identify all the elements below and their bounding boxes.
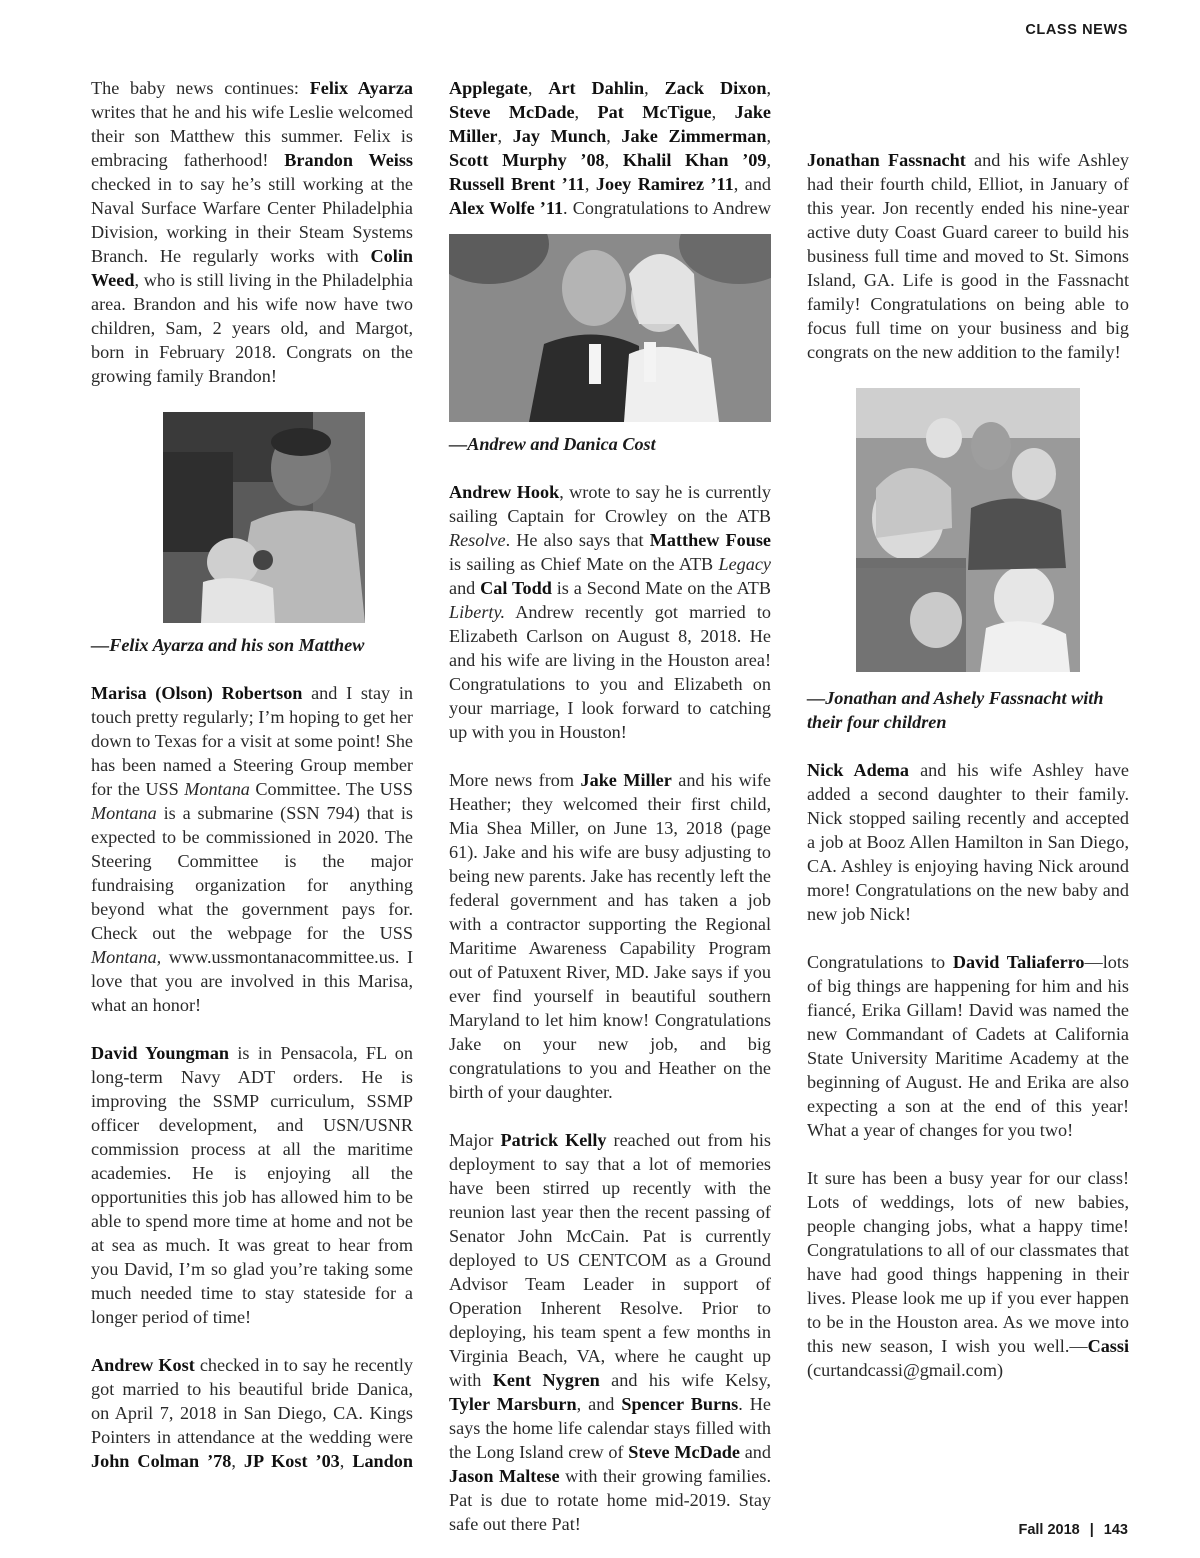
text-run: Major	[449, 1130, 501, 1150]
text-run: ,	[766, 78, 771, 98]
column-3	[807, 76, 1129, 1406]
bold-name: Khalil Khan ’09	[622, 150, 767, 170]
text-run: , and	[733, 174, 771, 194]
text-run: . Congratulations to Andrew	[563, 198, 771, 218]
page-footer	[1018, 1522, 1128, 1538]
text-run: ,	[644, 78, 665, 98]
text-run: It sure has been a busy year for our class! Lots of weddings, lots of new babies, people changing jobs, what a happy time! Congratulations to all of our classmates that have had good things happening in their lives. Please look me up if you ever happen to be in the Houston area. As we move into this new season, I wish you well.—	[807, 1168, 1129, 1356]
bold-name: Andrew Hook	[449, 482, 560, 502]
bold-name: Alex Wolfe ’11	[449, 198, 564, 218]
text-run: ,	[574, 102, 598, 122]
paragraph-kelly	[449, 1128, 771, 1536]
paragraph-fassnacht	[807, 148, 1129, 364]
text-run: , who is still living in the Philadelphia area. Brandon and his wife now have two children, Sam, 2 years old, and Margot, born in February 2018. Congrats on the growing family Brandon!	[91, 270, 413, 386]
text-run: and his wife Ashley have added a second daughter to their family. Nick stopped sailing recently and accepted a job at Booz Allen Hamilton in San Diego, CA. Ashley is enjoying having Nick around more! Congratulations on the new baby and new job Nick!	[807, 760, 1130, 924]
text-run: and	[740, 1442, 771, 1462]
text-run: is in Pensacola, FL on long-term Navy ADT orders. He is improving the SSMP curriculum, SSMP officer development, and USN/USNR commission process at all the maritime academies. He is enjoying all the opportunities this job has allowed him to be able to spend more time at home and not be at sea as much. It was great to hear from you David, I’m so glad you’re taking some much needed time to stay stateside for a longer period of time!	[91, 1043, 413, 1327]
text-run: reached out from his deployment to say that a lot of memories have been stirred up recently with the reunion last year then the recent passing of Senator John McCain. Pat is currently deployed to US CENTCOM as a Ground Advisor Team Leader in support of Operation Inherent Resolve. Prior to deploying, his team spent a few months in Virginia Beach, VA, where he caught up with	[449, 1130, 771, 1390]
bold-name: Jake Miller	[580, 770, 672, 790]
italic-term: Montana,	[91, 947, 162, 967]
text-run: ,	[766, 150, 771, 170]
kost-continued-text	[449, 76, 771, 220]
bold-name: Nick Adema	[807, 760, 910, 780]
text-run: . He says the home life calendar stays filled with the Long Island crew of	[449, 1394, 771, 1462]
issue-label: Fall 2018	[1018, 1522, 1080, 1538]
paragraph-kost-continued	[449, 76, 771, 220]
bold-name: David Youngman	[91, 1043, 230, 1063]
text-run: ,	[711, 102, 735, 122]
text-run: Committee. The USS	[249, 779, 414, 799]
bold-name: Steve McDade	[449, 102, 575, 122]
bold-name: Colin Weed	[91, 246, 413, 290]
bold-name: Russell Brent ’11	[449, 174, 585, 194]
bold-name: Art Dahlin	[548, 78, 645, 98]
caption-fassnacht: —Jonathan and Ashely Fassnacht with their four children	[807, 688, 1104, 732]
bold-name: Jonathan Fassnacht	[807, 150, 966, 170]
bold-name: David Taliaferro	[952, 952, 1085, 972]
text-run: , wrote to say he is currently sailing Captain for Crowley on the ATB	[449, 482, 771, 526]
text-run: ,	[527, 78, 549, 98]
bold-name: Felix Ayarza	[309, 78, 414, 98]
bold-name: Joey Ramirez ’11	[595, 174, 734, 194]
text-run: ,	[606, 126, 622, 146]
bold-name: Marisa (Olson) Robertson	[91, 683, 303, 703]
bold-name: Jake Zimmerman	[621, 126, 767, 146]
bold-name: Cassi	[1087, 1336, 1129, 1356]
paragraph-miller	[449, 768, 771, 1104]
text-run: and	[449, 578, 481, 598]
bold-name: Pat McTigue	[597, 102, 712, 122]
bold-name: Kent Nygren	[492, 1370, 600, 1390]
bold-name: Applegate	[449, 78, 528, 98]
column-1	[91, 76, 413, 1471]
bold-name: Landon	[352, 1451, 413, 1471]
bold-name: John Colman ’78	[91, 1451, 232, 1471]
italic-term: Liberty.	[449, 602, 506, 622]
bold-name: Brandon Weiss	[284, 150, 413, 170]
photo-andrew-and-danica	[449, 234, 771, 422]
text-run: ,	[339, 1451, 353, 1471]
text-run: The baby news continues:	[91, 78, 310, 98]
text-run: writes that he and his wife Leslie welcomed their son Matthew this summer. Felix is embracing fatherhood!	[91, 102, 413, 170]
text-run: —lots of big things are happening for him and his fiancé, Erika Gillam! David was named the new Commandant of Cadets at California State University Maritime Academy at the beginning of August. He and Erika are also expecting a son at the end of this year! What a year of changes for you two!	[807, 952, 1129, 1140]
text-run: and his wife Heather; they welcomed their first child, Mia Shea Miller, on June 13, 2018 (page 61). Jake and his wife are busy adjusting to being new parents. Jake has recently left the federal government and has taken a job with a contractor supporting the Regional Maritime Awareness Capability Program out of Patuxent River, MD. Jake says if you ever find yourself in beautiful southern Maryland to let him know! Congratulations Jake on your new job, and big congratulations to you and Heather on the birth of your daughter.	[449, 770, 771, 1102]
text-run: is sailing as Chief Mate on the ATB	[449, 554, 719, 574]
paragraph-robertson	[91, 681, 413, 1017]
text-run: and I stay in touch pretty regularly; I’m hoping to get her down to Texas for a visit at some point! She has been named a Steering Group member for the USS	[91, 683, 413, 799]
text-run: , and	[576, 1394, 622, 1414]
text-run: Andrew recently got married to Elizabeth Carlson on August 8, 2018. He and his wife are living in the Houston area! Congratulations to you and Elizabeth on your marriage, I look forward to catching up with you in Houston!	[449, 602, 771, 742]
text-run: checked in to say he’s still working at the Naval Surface Warfare Center Philadelphia Division, working in their Steam Systems Branch. He regularly works with	[91, 174, 413, 266]
text-run: with their growing families. Pat is due to rotate home mid-2019. Stay safe out there Pat!	[449, 1466, 771, 1534]
text-run: . He also says that	[505, 530, 650, 550]
bold-name: Patrick Kelly	[500, 1130, 607, 1150]
paragraph-youngman	[91, 1041, 413, 1329]
text-run: is a submarine (SSN 794) that is expected to be commissioned in 2020. The Steering Committee is the major fundraising organization for anything beyond what the government pays for. Check out the webpage for the USS	[91, 803, 413, 943]
bold-name: Scott Murphy ’08	[449, 150, 605, 170]
italic-term: Legacy	[718, 554, 771, 574]
paragraph-kelly-continued	[807, 76, 1129, 124]
text-run: (curtandcassi@gmail.com)	[807, 1360, 1004, 1380]
bold-name: Jake Miller	[449, 102, 771, 146]
paragraph-taliaferro	[807, 950, 1129, 1142]
bold-name: JP Kost ’03	[243, 1451, 340, 1471]
text-run: is a Second Mate on the ATB	[551, 578, 771, 598]
italic-term: Montana	[184, 779, 250, 799]
bold-name: Tyler Marsburn	[449, 1394, 577, 1414]
text-run: ,	[497, 126, 513, 146]
paragraph-kost	[91, 1353, 413, 1471]
text-run: ,	[584, 174, 596, 194]
text-run: More news from	[449, 770, 581, 790]
paragraph-hook	[449, 480, 771, 744]
paragraph-ayarza-weiss	[91, 76, 413, 388]
paragraph-adema	[807, 758, 1129, 926]
text-run: and his wife Ashley had their fourth child, Elliot, in January of this year. Jon recently ended his nine-year active duty Coast Guard career to build his business full time and moved to St. Simons Island, GA. Life is good in the Fassnacht family! Congratulations on being able to focus full time on your business and big congrats on the new addition to the family!	[807, 150, 1129, 362]
italic-term: Montana	[91, 803, 157, 823]
bold-name: Andrew Kost	[91, 1355, 195, 1375]
bold-name: Cal Todd	[480, 578, 552, 598]
bold-name: Zack Dixon	[664, 78, 767, 98]
bold-name: Jason Maltese	[449, 1466, 560, 1486]
text-run: Congratulations to	[807, 952, 953, 972]
photo-fassnacht-family	[856, 388, 1080, 672]
bold-name: Spencer Burns	[621, 1394, 739, 1414]
column-2	[449, 76, 771, 1536]
italic-term: Resolve	[449, 530, 506, 550]
text-run: ,	[766, 126, 771, 146]
bold-name: Matthew Fouse	[649, 530, 771, 550]
text-run: ,	[231, 1451, 244, 1471]
text-run: ,	[604, 150, 623, 170]
text-run: and his wife Kelsy,	[599, 1370, 771, 1390]
page-number: 143	[1103, 1522, 1128, 1538]
section-label: CLASS NEWS	[1025, 22, 1128, 38]
bold-name: Steve McDade	[628, 1442, 740, 1462]
text-run: checked in to say he recently got married to his beautiful bride Danica, on April 7, 2018 in San Diego, CA. Kings Pointers in attendance at the wedding were	[91, 1355, 413, 1447]
paragraph-closing	[807, 1166, 1129, 1382]
bold-name: Jay Munch	[512, 126, 607, 146]
photo-felix-and-matthew	[163, 412, 365, 623]
caption-felix: —Felix Ayarza and his son Matthew	[91, 635, 365, 655]
text-run: www.ussmontanacommittee.us. I love that you are involved in this Marisa, what an honor!	[91, 947, 413, 1015]
caption-andrew-danica: —Andrew and Danica Cost	[449, 434, 656, 454]
footer-separator: |	[1089, 1522, 1094, 1538]
